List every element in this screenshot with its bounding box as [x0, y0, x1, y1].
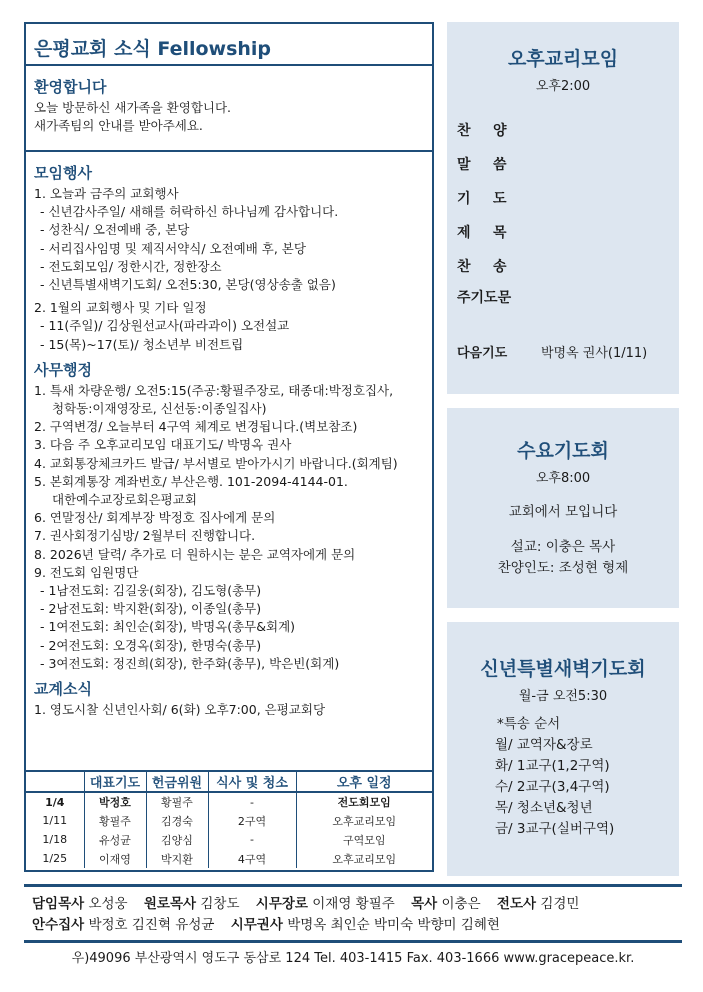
wednesday-time: 오후8:00 — [535, 471, 591, 486]
admin-heading: 사무행정 — [34, 360, 92, 379]
admin-item: 5. 본회계통장 계좌번호/ 부산은행. 101-2094-4144-01. — [34, 473, 348, 489]
wednesday-prayer-panel — [447, 408, 679, 608]
afternoon-title: 오후교리모임 — [507, 48, 619, 70]
schedule-cell: 유성균 — [84, 830, 146, 849]
welcome-heading: 환영합니다 — [34, 78, 107, 96]
admin-subitem: - 2여전도회: 오경옥(회장), 한명숙(총무) — [40, 637, 262, 653]
events-subitem: - 15(목)~17(토)/ 청소년부 비전트립 — [40, 336, 244, 352]
admin-subitem: - 1남전도회: 김길웅(회장), 김도형(총무) — [40, 583, 262, 599]
schedule-cell: 박지환 — [146, 849, 208, 868]
newyear-list-item: 수/ 2교구(3,4구역) — [495, 779, 610, 795]
newyear-title: 신년특별새벽기도회 — [480, 658, 646, 680]
wednesday-sermon: 설교: 이충은 목사 — [510, 539, 616, 555]
news-panel — [24, 22, 434, 872]
events-subitem: - 전도회모임/ 정한시간, 정한장소 — [40, 258, 222, 274]
next-prayer-value: 박명옥 권사(1/11) — [541, 346, 648, 361]
schedule-header: 대표기도 — [84, 772, 146, 792]
order-item: 찬 송 — [457, 259, 507, 275]
staff-names: 이재영 황필주 — [312, 896, 395, 912]
schedule-cell: 구역모임 — [296, 830, 432, 849]
admin-item: 1. 특새 차량운행/ 오전5:15(주공:황필주장로, 태종대:박정호집사, — [34, 382, 394, 398]
newyear-list-item: 금/ 3교구(실버구역) — [495, 821, 615, 837]
events-subitem: - 신년특별새벽기도회/ 오전5:30, 본당(영상송출 없음) — [40, 277, 336, 293]
admin-subitem: - 2남전도회: 박지환(회장), 이종일(총무) — [40, 601, 262, 617]
admin-subitem: - 1여전도회: 최인순(회장), 박명옥(총무&회계) — [40, 619, 296, 635]
events-item: 2. 1월의 교회행사 및 기타 일정 — [34, 300, 207, 316]
admin-item: 6. 연말정산/ 회계부장 박정호 집사에게 문의 — [34, 510, 276, 526]
schedule-cell: 2구역 — [208, 811, 296, 830]
schedule-cell: 박정호 — [84, 792, 146, 811]
schedule-cell: 김양심 — [146, 830, 208, 849]
events-subitem: - 성찬식/ 오전예배 중, 본당 — [40, 222, 190, 238]
schedule-cell: 황필주 — [146, 792, 208, 811]
admin-item: 9. 전도회 임원명단 — [34, 564, 139, 580]
fellowship-item: 1. 영도시찰 신년인사회/ 6(화) 오후7:00, 은평교회당 — [34, 702, 326, 718]
schedule-cell: 김경숙 — [146, 811, 208, 830]
next-prayer-label: 다음기도 — [457, 346, 508, 361]
newyear-list-item: 월/ 교역자&장로 — [495, 737, 593, 753]
schedule-cell: 오후교리모임 — [296, 849, 432, 868]
schedule-cell: 4구역 — [208, 849, 296, 868]
welcome-section — [26, 66, 432, 152]
staff-names: 박명옥 최인순 박미숙 박향미 김혜현 — [287, 917, 500, 933]
staff-title: 목사 — [411, 896, 438, 912]
schedule-cell: 이재영 — [84, 849, 146, 868]
wednesday-title: 수요기도회 — [517, 440, 609, 462]
events-subitem: - 서리집사임명 및 제직서약식/ 오전예배 후, 본당 — [40, 240, 306, 256]
admin-item: 2. 구역변경/ 오늘부터 4구역 체계로 변경됩니다.(벽보참조) — [34, 419, 358, 435]
events-heading: 모임행사 — [34, 164, 92, 182]
admin-item: 7. 권사회정기심방/ 2월부터 진행합니다. — [34, 528, 256, 544]
order-item: 제 목 — [457, 225, 507, 241]
page-title: 은평교회 소식 Fellowship — [26, 24, 432, 66]
staff-names: 이충은 — [441, 896, 481, 912]
staff-title: 시무장로 — [255, 896, 308, 912]
schedule-cell: 전도회모임 — [296, 792, 432, 811]
table-row — [26, 849, 432, 868]
schedule-cell: 1/18 — [42, 833, 68, 846]
admin-item: 3. 다음 주 오후교리모임 대표기도/ 박명옥 권사 — [34, 437, 292, 453]
fellowship-heading: 교계소식 — [34, 680, 92, 699]
schedule-header: 식사 및 청소 — [208, 772, 296, 792]
admin-item: 8. 2026년 달력/ 추가로 더 원하시는 분은 교역자에게 문의 — [34, 546, 356, 562]
table-row — [26, 792, 432, 811]
afternoon-meeting-panel — [447, 22, 679, 394]
schedule-header — [26, 772, 84, 792]
schedule-cell: 1/11 — [42, 814, 68, 827]
welcome-line: 새가족팀의 안내를 받아주세요. — [34, 118, 203, 134]
events-subitem: - 신년감사주일/ 새해를 허락하신 하나님께 감사합니다. — [40, 204, 339, 220]
staff-title: 담임목사 — [32, 896, 85, 912]
schedule-cell: - — [208, 830, 296, 849]
staff-title: 전도사 — [496, 896, 537, 912]
wednesday-place: 교회에서 모입니다 — [508, 504, 618, 520]
events-subitem: - 11(주일)/ 김상원선교사(파라과이) 오전설교 — [40, 318, 290, 334]
events-item: 1. 오늘과 금주의 교회행사 — [34, 186, 179, 201]
order-item: 찬 양 — [457, 123, 507, 139]
schedule-cell: 1/25 — [42, 852, 68, 865]
order-item: 말 씀 — [457, 157, 507, 173]
staff-names: 김창도 — [200, 896, 240, 912]
welcome-line: 오늘 방문하신 새가족을 환영합니다. — [34, 100, 232, 115]
staff-names: 박정호 김진혁 유성균 — [88, 917, 215, 933]
wednesday-worship: 찬양인도: 조성현 형제 — [497, 560, 629, 576]
staff-title: 안수집사 — [32, 917, 85, 933]
next-prayer — [457, 342, 647, 361]
admin-item-cont: 청학동:이재영장로, 신선동:이종일집사) — [52, 401, 267, 417]
newyear-dawn-prayer-panel — [447, 622, 679, 876]
table-row — [26, 830, 432, 849]
staff-names: 김경민 — [540, 896, 580, 912]
staff-title: 원로목사 — [143, 896, 197, 912]
schedule-header: 오후 일정 — [296, 772, 432, 792]
table-row — [26, 811, 432, 830]
admin-item-cont: 대한예수교장로회은평교회 — [52, 492, 197, 508]
schedule-table — [26, 770, 432, 870]
schedule-cell: - — [208, 792, 296, 811]
admin-subitem: - 3여전도회: 정진희(회장), 한주화(총무), 박은빈(회계) — [40, 655, 340, 671]
afternoon-time: 오후2:00 — [535, 79, 591, 94]
staff-names: 오성웅 — [88, 896, 128, 912]
staff-title: 시무권사 — [230, 917, 283, 933]
schedule-cell: 1/4 — [45, 795, 65, 809]
staff-row — [24, 894, 682, 915]
church-address: 우)49096 부산광역시 영도구 동삼로 124 Tel. 403-1415 Fax. 403-1666 www.gracepeace.kr. — [71, 951, 635, 966]
admin-item: 4. 교회통장체크카드 발급/ 부서별로 받아가시기 바랍니다.(회계팀) — [34, 455, 398, 471]
order-item: 기 도 — [457, 191, 507, 207]
newyear-list-item: 화/ 1교구(1,2구역) — [495, 758, 610, 774]
newyear-list-item: *특송 순서 — [497, 716, 561, 732]
newyear-list-item: 목/ 청소년&청년 — [495, 800, 593, 816]
schedule-header-row — [26, 772, 432, 792]
schedule-cell: 오후교리모임 — [296, 811, 432, 830]
staff-row — [24, 915, 682, 936]
schedule-header: 헌금위원 — [146, 772, 208, 792]
footer — [24, 884, 682, 966]
news-body — [26, 152, 432, 772]
schedule-cell: 황필주 — [84, 811, 146, 830]
newyear-time: 월-금 오전5:30 — [518, 689, 608, 704]
order-lords-prayer: 주기도문 — [457, 290, 512, 306]
